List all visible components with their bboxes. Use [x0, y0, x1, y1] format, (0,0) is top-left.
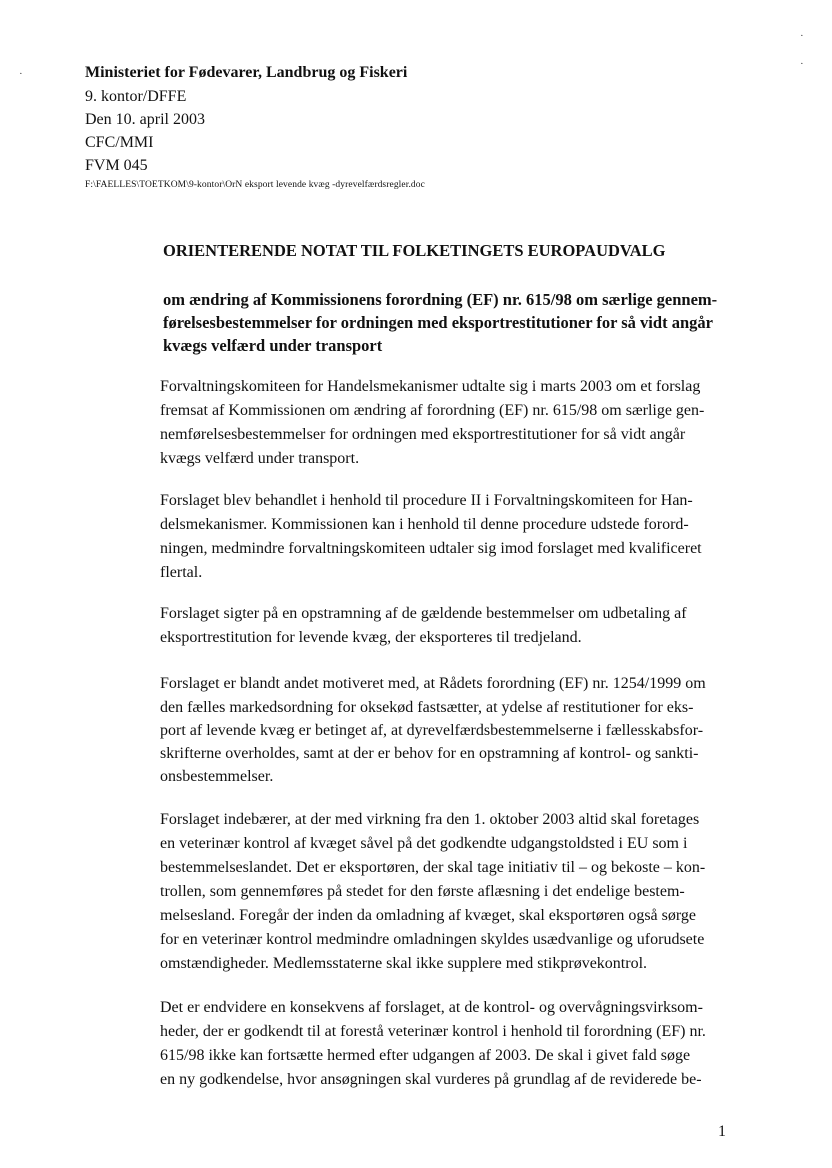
subtitle-line: om ændring af Kommissionens forordning (EF) nr. 615/98 om særlige gennem-: [163, 290, 718, 309]
body-line: for en veterinær kontrol medmindre omladningen skyldes usædvanlige og uforudsete: [160, 931, 705, 948]
body-line: kvægs velfærd under transport.: [160, 450, 360, 467]
body-line: 615/98 ikke kan fortsætte hermed efter udgangen af 2003. De skal i givet fald søge: [160, 1047, 691, 1064]
body-line: Forslaget blev behandlet i henhold til procedure II i Forvaltningskomiteen for Han-: [160, 492, 693, 509]
body-line: Forslaget sigter på en opstramning af de gældende bestemmelser om udbetaling af: [160, 605, 687, 622]
body-line: en ny godkendelse, hvor ansøgningen skal vurderes på grundlag af de reviderede be-: [160, 1071, 702, 1088]
scan-speck: ·: [800, 30, 804, 42]
body-line: Forvaltningskomiteen for Handelsmekanismer udtalte sig i marts 2003 om et forslag: [160, 378, 701, 395]
scan-speck: ·: [800, 58, 804, 70]
document-date: Den 10. april 2003: [85, 111, 205, 128]
file-path: F:\FAELLES\TOETKOM\9-kontor\OrN eksport levende kvæg -dyrevelfærdsregler.doc: [85, 180, 425, 190]
body-line: Forslaget indebærer, at der med virkning fra den 1. oktober 2003 altid skal foretages: [160, 811, 700, 828]
page-number: 1: [718, 1123, 726, 1140]
body-line: eksportrestitution for levende kvæg, der eksporteres til tredjeland.: [160, 629, 582, 646]
subtitle-line: kvægs velfærd under transport: [163, 336, 383, 355]
reference-number: FVM 045: [85, 157, 148, 174]
body-line: Det er endvidere en konsekvens af forslaget, at de kontrol- og overvågningsvirksom-: [160, 999, 703, 1016]
initials-label: CFC/MMI: [85, 134, 154, 151]
body-line: bestemmelseslandet. Det er eksportøren, der skal tage initiativ til – og bekoste – kon-: [160, 859, 706, 876]
document-title: ORIENTERENDE NOTAT TIL FOLKETINGETS EUROPAUDVALG: [163, 241, 666, 260]
body-line: fremsat af Kommissionen om ændring af forordning (EF) nr. 615/98 om særlige gen-: [160, 402, 705, 419]
body-line: ningen, medmindre forvaltningskomiteen udtaler sig imod forslaget med kvalificeret: [160, 540, 702, 557]
office-label: 9. kontor/DFFE: [85, 88, 187, 105]
body-line: omstændigheder. Medlemsstaterne skal ikke supplere med stikprøvekontrol.: [160, 955, 648, 972]
body-line: en veterinær kontrol af kvæget såvel på det godkendte udgangstoldsted i EU som i: [160, 835, 688, 852]
scan-speck: ·: [19, 68, 23, 80]
body-line: onsbestemmelser.: [160, 768, 274, 785]
body-line: skrifterne overholdes, samt at der er behov for en opstramning af kontrol- og sankti-: [160, 745, 699, 762]
ministry-name: Ministeriet for Fødevarer, Landbrug og Fiskeri: [85, 64, 408, 81]
body-line: nemførelsesbestemmelser for ordningen med eksportrestitutioner for så vidt angår: [160, 426, 686, 443]
body-line: flertal.: [160, 564, 203, 581]
body-line: heder, der er godkendt til at forestå veterinær kontrol i henhold til forordning (EF) nr.: [160, 1023, 706, 1040]
body-line: melsesland. Foregår der inden da omladning af kvæget, skal eksportøren også sørge: [160, 907, 697, 924]
body-line: den fælles markedsordning for oksekød fastsætter, at ydelse af restitutioner for eks-: [160, 699, 694, 716]
body-line: Forslaget er blandt andet motiveret med, at Rådets forordning (EF) nr. 1254/1999 om: [160, 675, 706, 692]
body-line: delsmekanismer. Kommissionen kan i henhold til denne procedure udstede forord-: [160, 516, 689, 533]
body-line: port af levende kvæg er betinget af, at dyrevelfærdsbestemmelserne i fællesskabsfor-: [160, 722, 704, 739]
body-line: trollen, som gennemføres på stedet for den første aflæsning i det endelige bestem-: [160, 883, 685, 900]
subtitle-line: førelsesbestemmelser for ordningen med eksportrestitutioner for så vidt angår: [163, 313, 713, 332]
